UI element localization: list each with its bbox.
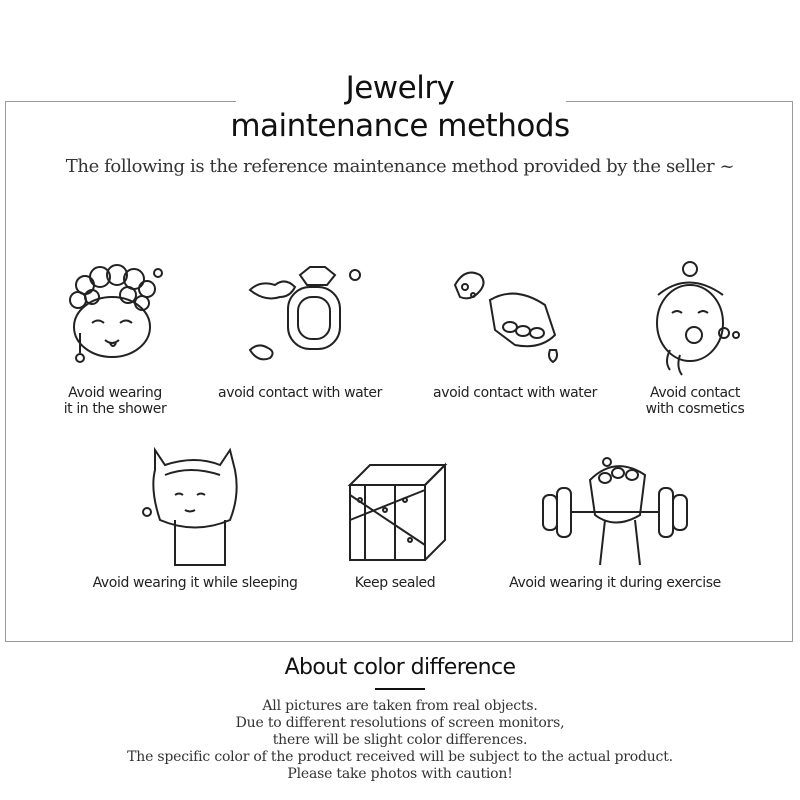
tip-hand-water bbox=[425, 255, 605, 401]
color-note-text bbox=[0, 698, 800, 783]
page-subtitle: The following is the reference maintenance method provided by the seller ~ bbox=[65, 156, 735, 177]
color-note-line: Due to different resolutions of screen monitors, bbox=[235, 715, 565, 731]
hand-water-icon bbox=[445, 255, 585, 385]
tip-shower bbox=[40, 255, 190, 417]
ring-water-icon bbox=[230, 255, 370, 385]
sealed-box-icon bbox=[335, 440, 455, 575]
tip-label: Avoid wearing it in the shower bbox=[63, 385, 167, 417]
color-note-line: The specific color of the product received will be subject to the actual product. bbox=[127, 749, 673, 765]
tip-ring-water bbox=[210, 255, 390, 401]
tip-exercise bbox=[500, 440, 730, 591]
page-title-line1: Jewelry bbox=[345, 70, 455, 106]
tip-label: avoid contact with water bbox=[433, 385, 597, 401]
tip-label: Keep sealed bbox=[354, 575, 436, 591]
color-note-line: there will be slight color differences. bbox=[272, 732, 528, 748]
tip-sealed bbox=[320, 440, 470, 591]
color-note-line: Please take photos with caution! bbox=[287, 766, 513, 782]
color-note-title: About color difference bbox=[284, 655, 516, 680]
dumbbell-hand-icon bbox=[535, 440, 695, 575]
tip-cosmetics bbox=[615, 255, 775, 417]
tip-label: avoid contact with water bbox=[218, 385, 382, 401]
tip-label: Avoid wearing it while sleeping bbox=[92, 575, 298, 591]
tip-sleeping bbox=[80, 440, 310, 591]
color-note-line: All pictures are taken from real objects. bbox=[262, 698, 538, 714]
shower-face-icon bbox=[60, 255, 170, 385]
title-underline bbox=[375, 688, 425, 690]
tip-label: Avoid contact with cosmetics bbox=[645, 385, 745, 417]
sleeping-girl-icon bbox=[135, 440, 255, 575]
tip-label: Avoid wearing it during exercise bbox=[509, 575, 721, 591]
page-title-line2: maintenance methods bbox=[230, 108, 570, 144]
cosmetics-face-icon bbox=[640, 255, 750, 385]
